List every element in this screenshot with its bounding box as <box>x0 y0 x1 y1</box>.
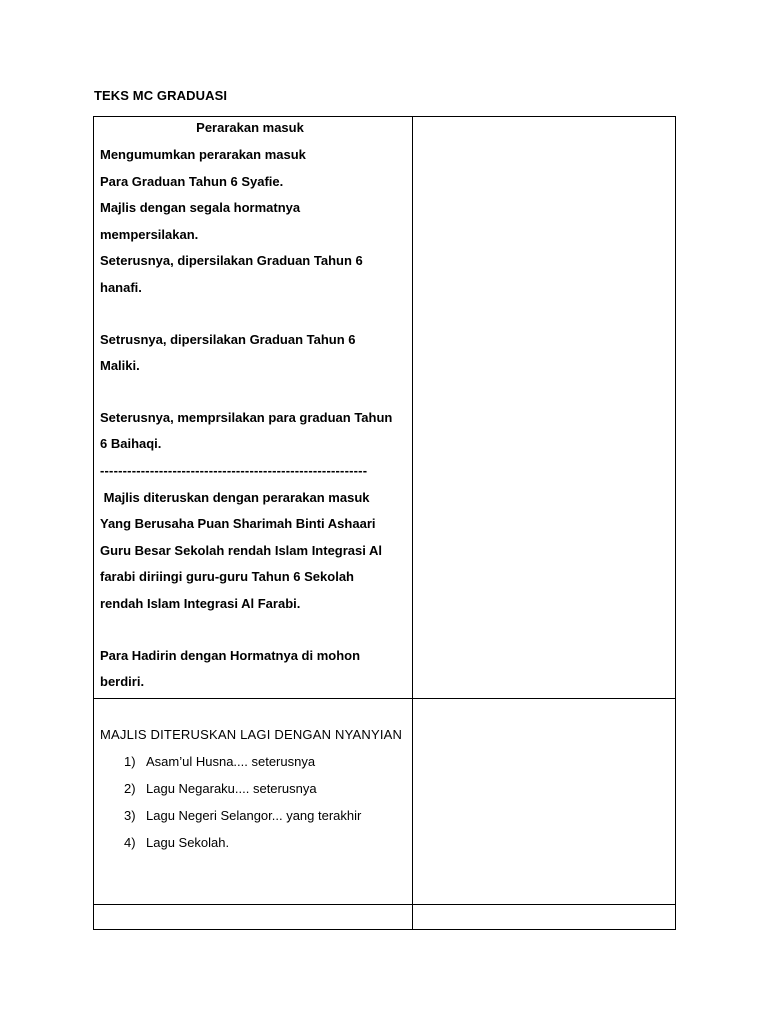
text-line: Majlis dengan segala hormatnya <box>100 200 301 216</box>
list-number: 1) <box>124 754 136 769</box>
table-row <box>94 905 676 930</box>
list-item <box>100 748 406 775</box>
table-row <box>94 117 676 699</box>
text-line: Maliki. <box>100 358 140 374</box>
text-line: farabi diriingi guru-guru Tahun 6 Sekolah <box>100 569 354 585</box>
text-line: rendah Islam Integrasi Al Farabi. <box>100 595 301 611</box>
script-cell-procession <box>94 117 413 699</box>
text-line: Para Graduan Tahun 6 Syafie. <box>100 173 284 189</box>
empty-cell <box>94 905 413 930</box>
list-item <box>100 775 406 802</box>
text-line: Guru Besar Sekolah rendah Islam Integrasi Al <box>100 542 383 558</box>
notes-cell <box>413 699 676 905</box>
notes-cell <box>413 117 676 699</box>
text-line: Majlis diteruskan dengan perarakan masuk <box>100 489 370 505</box>
list-item-text: Lagu Sekolah. <box>146 835 230 850</box>
text-line: Setrusnya, dipersilakan Graduan Tahun 6 <box>100 331 356 347</box>
text-line: Para Hadirin dengan Hormatnya di mohon <box>100 647 361 663</box>
list-item <box>100 802 406 829</box>
list-item <box>100 829 406 856</box>
text-line: Yang Berusaha Puan Sharimah Binti Ashaari <box>100 516 376 532</box>
list-item-text: Asam’ul Husna.... seterusnya <box>146 754 316 769</box>
text-line: Mengumumkan perarakan masuk <box>100 147 306 162</box>
list-item-text: Lagu Negeri Selangor... yang terakhir <box>146 808 362 823</box>
text-line: 6 Baihaqi. <box>100 436 162 452</box>
song-list <box>100 748 406 856</box>
script-cell-songs <box>94 699 413 905</box>
empty-cell <box>413 905 676 930</box>
section-heading-songs: MAJLIS DITERUSKAN LAGI DENGAN NYANYIAN <box>100 727 403 742</box>
list-number: 4) <box>124 835 136 850</box>
list-item-text: Lagu Negaraku.... seterusnya <box>146 781 317 796</box>
list-number: 3) <box>124 808 136 823</box>
text-line: Seterusnya, dipersilakan Graduan Tahun 6 <box>100 253 363 269</box>
table-row <box>94 699 676 905</box>
text-line: Seterusnya, memprsilakan para graduan Tahun <box>100 409 393 425</box>
text-line: berdiri. <box>100 674 145 690</box>
section-heading-procession: Perarakan masuk <box>196 120 304 135</box>
list-number: 2) <box>124 781 136 796</box>
document-title: TEKS MC GRADUASI <box>94 88 228 103</box>
text-line: hanafi. <box>100 279 142 295</box>
text-line: mempersilakan. <box>100 226 199 242</box>
mc-script-table <box>93 116 676 930</box>
dashed-separator: ----------------------------------------------------------- <box>100 462 368 478</box>
